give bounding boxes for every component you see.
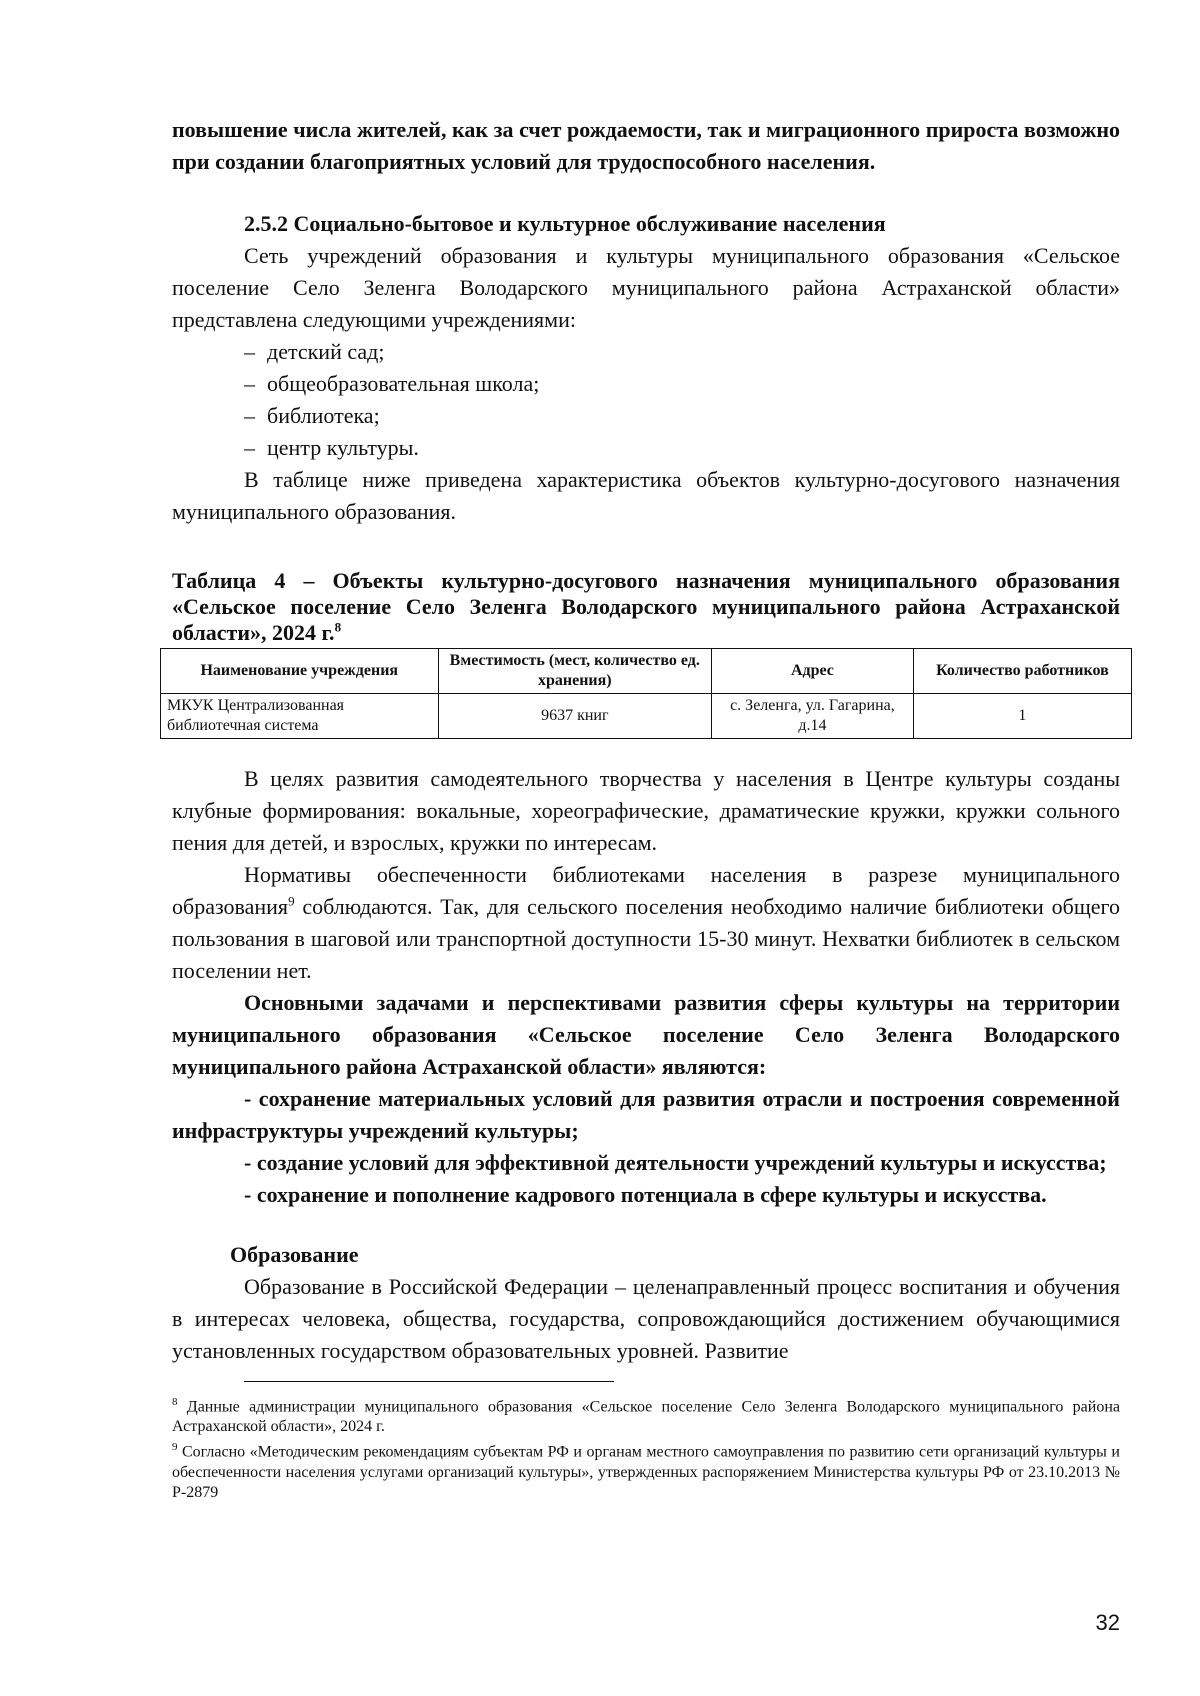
- page-content: [167, 114, 1120, 1503]
- footnote-text: Согласно «Методическим рекомендациям субъектам РФ и органам местного самоуправления по развитию сети организаций культуры и обеспеченности населения услугами организаций культуры», утвержденных распоряжением Министерства культуры РФ от 23.10.2013 № Р-2879: [172, 1443, 1120, 1501]
- library-norms-text-b: соблюдаются. Так, для сельского поселения необходимо наличие библиотеки общего пользования в шаговой или транспортной доступности 15-30 минут. Нехватки библиотек в сельском поселении нет.: [172, 894, 1120, 983]
- task-item: - сохранение материальных условий для развития отрасли и построения современной инфраструктуры учреждений культуры;: [172, 1086, 1120, 1143]
- footnote-ref: 8: [334, 619, 342, 635]
- footnote-ref: 9: [288, 893, 295, 909]
- column-header: Вместимость (мест, количество ед. хранения): [438, 649, 711, 694]
- intro-paragraph: повышение числа жителей, как за счет рождаемости, так и миграционного прироста возможно при создании благоприятных условий для трудоспособного населения.: [172, 117, 1120, 174]
- footnote-8: [172, 1392, 1120, 1437]
- list-item: – библиотека;: [244, 400, 1120, 432]
- list-item: – детский сад;: [244, 336, 1120, 368]
- table-header-row: [161, 649, 1132, 694]
- culture-objects-table: [160, 648, 1132, 739]
- page-number: 32: [1095, 1610, 1120, 1635]
- table-cell: 9637 книг: [438, 694, 711, 739]
- footnote-number: 9: [172, 1441, 178, 1454]
- list-item: – общеобразовательная школа;: [244, 368, 1120, 400]
- paragraph-tasks: Основными задачами и перспективами развития сферы культуры на территории муниципального образования «Сельское поселение Село Зеленга Володарского муниципального района Астраханской области» являются:: [172, 990, 1120, 1079]
- column-header: Количество работников: [913, 649, 1131, 694]
- column-header: Наименование учреждения: [161, 649, 439, 694]
- paragraph-education: Образование в Российской Федерации – целенаправленный процесс воспитания и обучения в интересах человека, общества, государства, сопровождающийся достижением обучающимися установленных государством образовательных уровней. Развитие: [172, 1274, 1120, 1363]
- paragraph-table-intro: В таблице ниже приведена характеристика объектов культурно-досугового назначения муниципального образования.: [172, 467, 1120, 524]
- education-heading: Образование: [230, 1242, 359, 1267]
- footnote-9: [172, 1437, 1120, 1502]
- table-cell: МКУК Централизованная библиотечная система: [161, 694, 439, 739]
- paragraph-clubs: В целях развития самодеятельного творчества у населения в Центре культуры созданы клубные формирования: вокальные, хореографические, драматические кружки, кружки сольного пения для детей, и взрослых, кружки по интересам.: [172, 766, 1120, 855]
- column-header: Адрес: [712, 649, 914, 694]
- footnote-separator: [244, 1381, 614, 1382]
- section-heading: 2.5.2 Социально-бытовое и культурное обслуживание населения: [244, 211, 886, 236]
- institutions-list: [172, 336, 1120, 464]
- table-caption: [172, 568, 1120, 646]
- footnote-text: Данные администрации муниципального образования «Сельское поселение Село Зеленга Володарского муниципального района Астраханской области», 2024 г.: [172, 1398, 1120, 1436]
- table-row: [161, 694, 1132, 739]
- paragraph-library-norms: [172, 859, 1120, 987]
- task-item: - сохранение и пополнение кадрового потенциала в сфере культуры и искусства.: [244, 1182, 1047, 1207]
- table-caption-text: Таблица 4 – Объекты культурно-досугового назначения муниципального образования «Сельское поселение Село Зеленга Володарского муниципального района Астраханской области», 2024 г.: [172, 568, 1120, 645]
- table-cell: с. Зеленга, ул. Гагарина, д.14: [712, 694, 914, 739]
- library-norms-text-a: Нормативы обеспеченности библиотеками населения в разрезе муниципального образования: [172, 862, 1120, 919]
- list-item: – центр культуры.: [244, 432, 1120, 464]
- paragraph-institutions: Сеть учреждений образования и культуры муниципального образования «Сельское поселение Село Зеленга Володарского муниципального района Астраханской области» представлена следующими учреждениями:: [172, 243, 1120, 332]
- task-item: - создание условий для эффективной деятельности учреждений культуры и искусства;: [244, 1150, 1107, 1175]
- table-cell: 1: [913, 694, 1131, 739]
- footnote-number: 8: [172, 1396, 178, 1408]
